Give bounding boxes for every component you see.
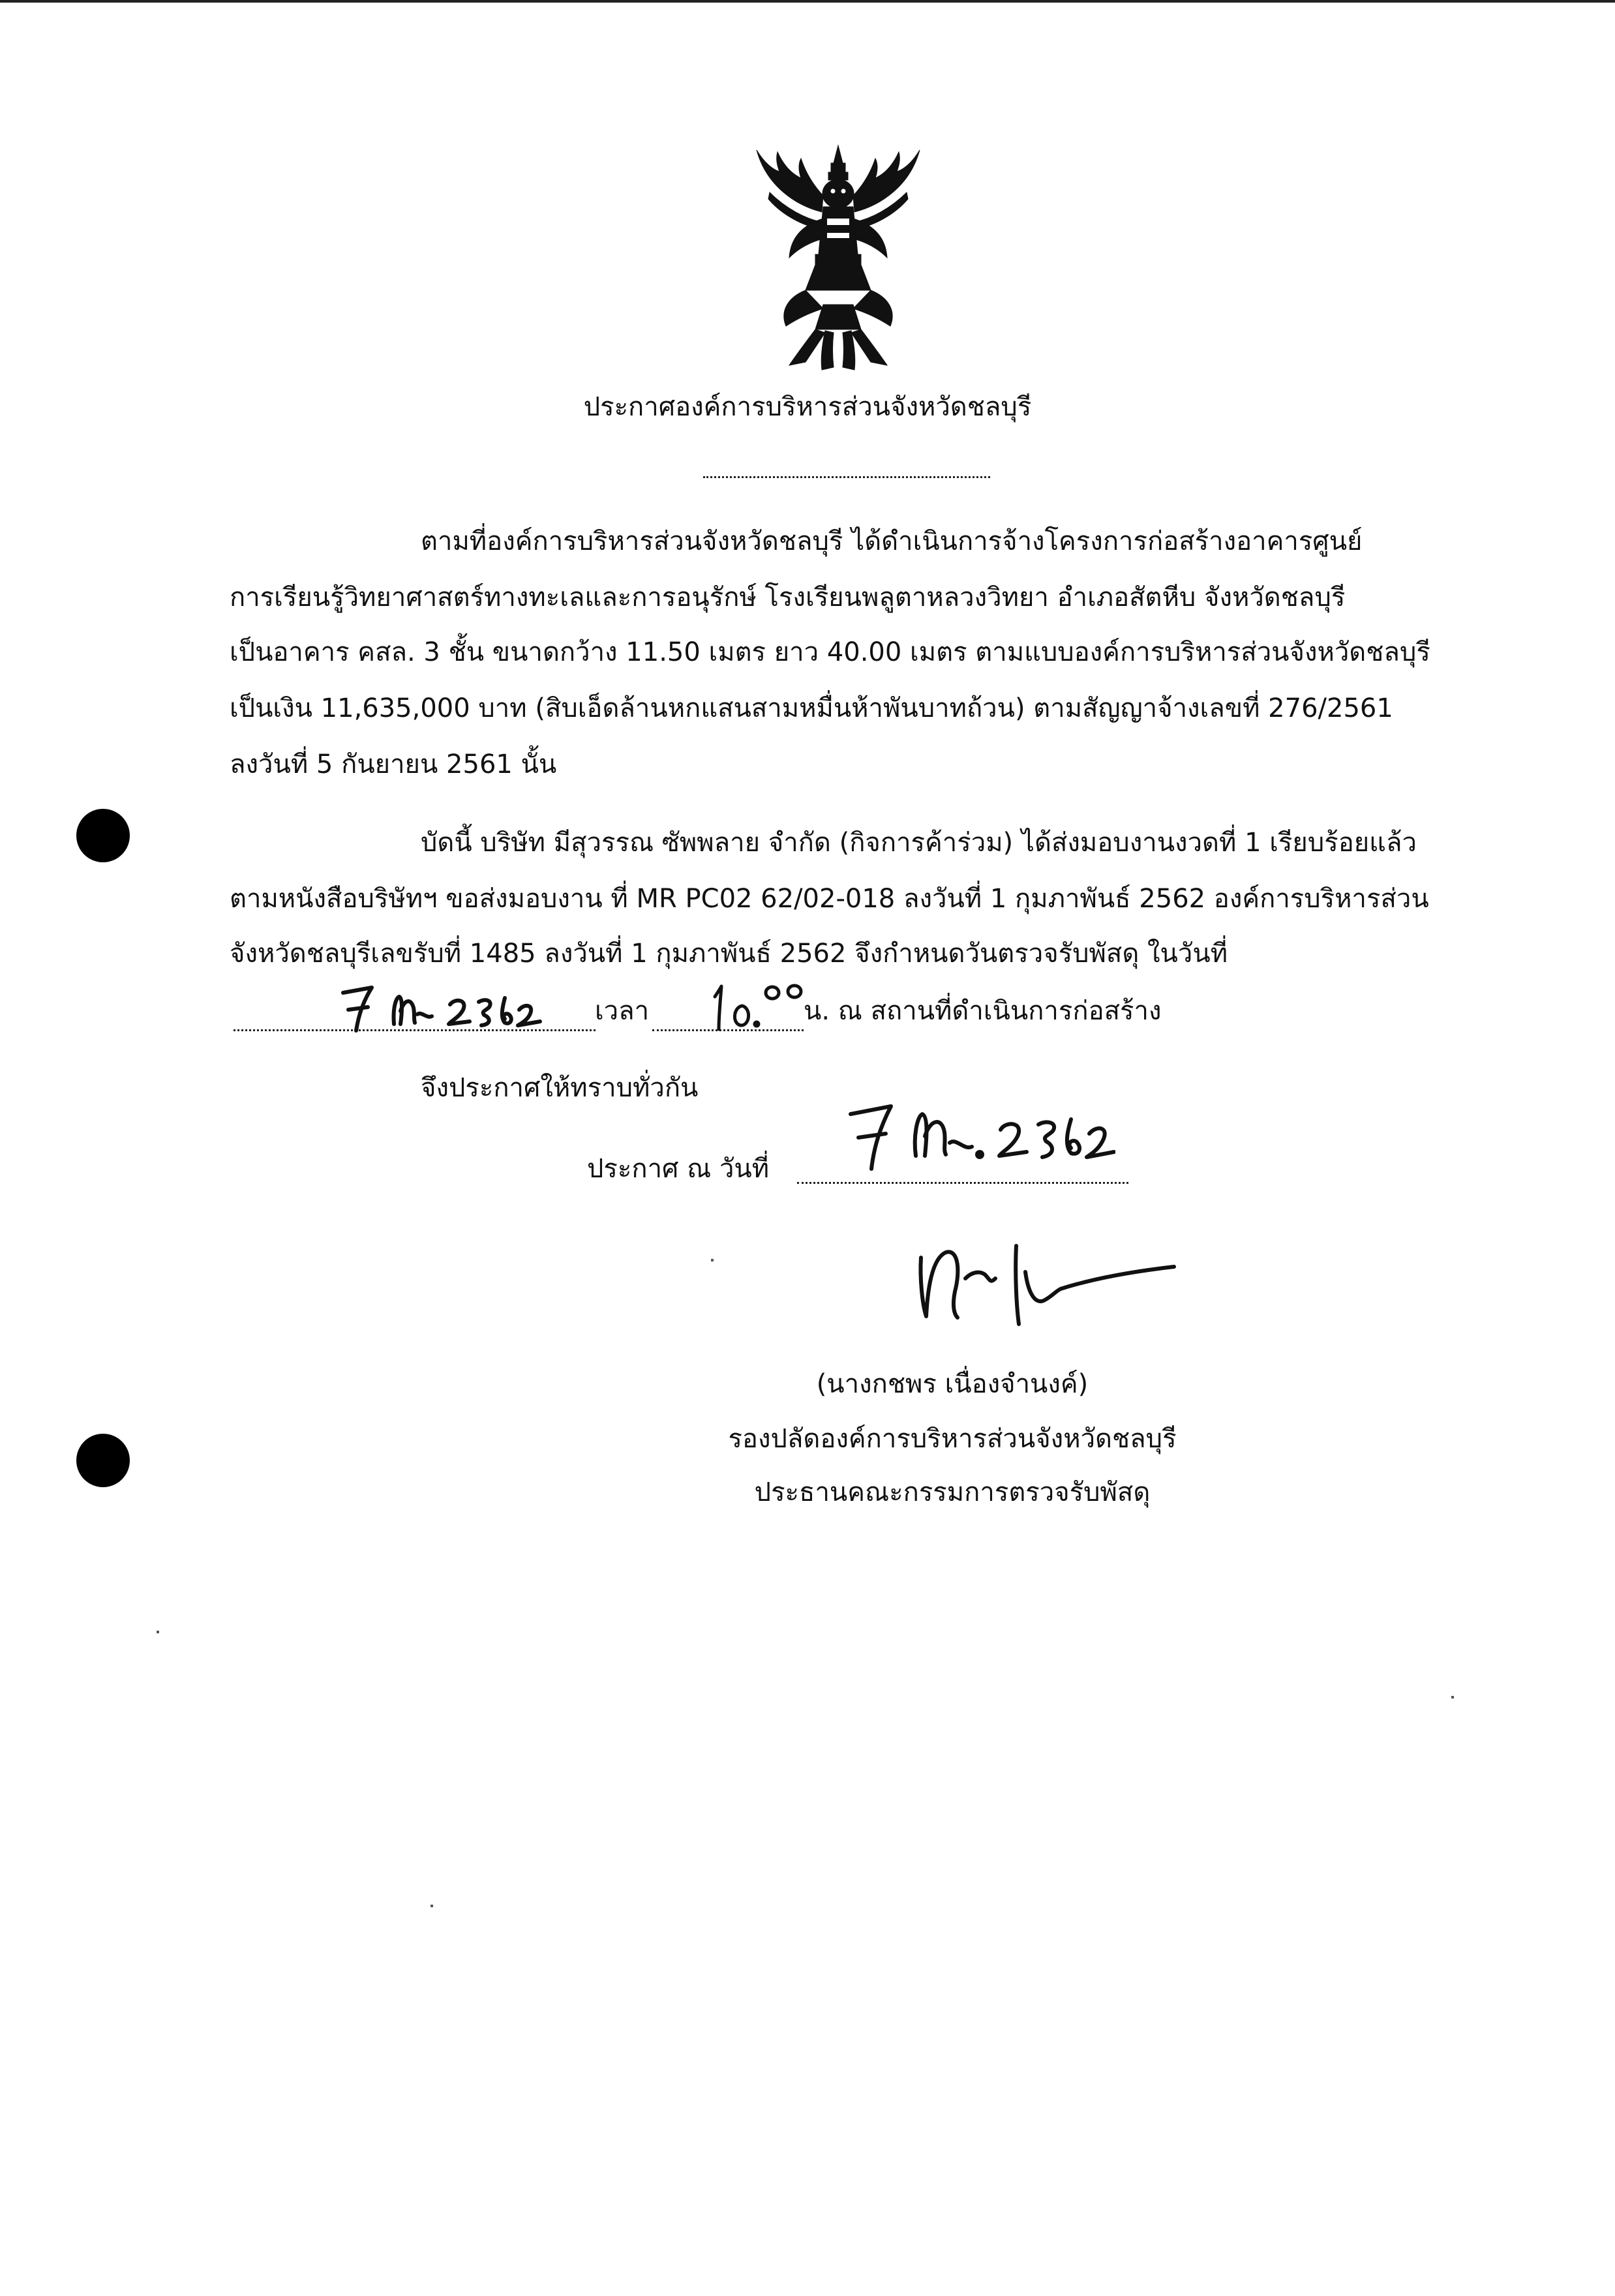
paragraph-2-line-1: บัดนี้ บริษัท มีสุวรรณ ซัพพลาย จำกัด (กิจการค้าร่วม) ได้ส่งมอบงานงวดที่ 1 เรียบร้อยแล้ว	[421, 828, 1417, 858]
paragraph-1-line-2: การเรียนรู้วิทยาศาสตร์ทางทะเลและการอนุรักษ์ โรงเรียนพลูตาหลวงวิทยา อำเภอสัตหีบ จังหวัดชลบุรี	[230, 582, 1346, 612]
announce-date-fill-line	[797, 1182, 1128, 1184]
paragraph-1-line-1: ตามที่องค์การบริหารส่วนจังหวัดชลบุรี ได้ดำเนินการจ้างโครงการก่อสร้างอาคารศูนย์	[421, 526, 1363, 556]
paragraph-1-line-3: เป็นอาคาร คสล. 3 ชั้น ขนาดกว้าง 11.50 เมตร ยาว 40.00 เมตร ตามแบบองค์การบริหารส่วนจังหวัดชลบุรี	[230, 637, 1430, 667]
announce-on-label: ประกาศ ณ วันที่	[587, 1154, 770, 1184]
scan-speck	[430, 1905, 433, 1907]
title-divider	[703, 476, 990, 478]
paragraph-1-line-4: เป็นเงิน 11,635,000 บาท (สิบเอ็ดล้านหกแสนสามหมื่นห้าพันบาทถ้วน) ตามสัญญาจ้างเลขที่ 276/2561	[230, 693, 1393, 723]
paragraph-2-line-2: ตามหนังสือบริษัทฯ ขอส่งมอบงาน ที่ MR PC02 62/02-018 ลงวันที่ 1 กุมภาพันธ์ 2562 องค์การบริหารส่วน	[230, 884, 1429, 914]
paragraph-1-line-5: ลงวันที่ 5 กันยายน 2561 นั้น	[230, 749, 557, 779]
place-text: น. ณ สถานที่ดำเนินการก่อสร้าง	[804, 996, 1162, 1026]
punch-hole-top	[76, 809, 130, 862]
signatory-position: รองปลัดองค์การบริหารส่วนจังหวัดชลบุรี	[728, 1424, 1177, 1454]
paragraph-2-line-3: จังหวัดชลบุรีเลขรับที่ 1485 ลงวันที่ 1 กุมภาพันธ์ 2562 จึงกำหนดวันตรวจรับพัสดุ ในวันที่	[230, 939, 1228, 969]
scan-speck	[711, 1259, 714, 1261]
page-title: ประกาศองค์การบริหารส่วนจังหวัดชลบุรี	[583, 392, 1032, 422]
garuda-emblem-icon	[750, 134, 926, 372]
scan-speck	[157, 1631, 159, 1633]
handwritten-inspection-date-mark	[334, 978, 543, 1037]
signatory-name: (นางกชพร เนื่องจำนงค์)	[816, 1369, 1089, 1399]
punch-hole-bottom	[76, 1434, 130, 1487]
handwritten-announce-date-mark	[841, 1091, 1115, 1175]
scan-top-edge	[0, 0, 1615, 3]
scan-speck	[1451, 1696, 1454, 1699]
time-label: เวลา	[595, 996, 650, 1026]
handwritten-inspection-time-mark	[704, 977, 809, 1036]
signatory-role: ประธานคณะกรรมการตรวจรับพัสดุ	[754, 1477, 1151, 1507]
signature-icon	[907, 1233, 1181, 1331]
announce-all-text: จึงประกาศให้ทราบทั่วกัน	[421, 1073, 699, 1103]
